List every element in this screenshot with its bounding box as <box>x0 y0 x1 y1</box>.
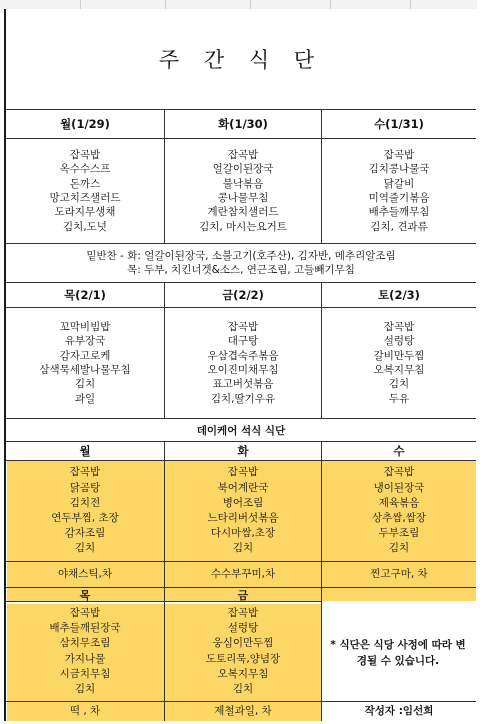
spreadsheet-header-strip <box>0 0 486 9</box>
daycare-snack-tue: 수수부꾸미,차 <box>210 568 276 581</box>
menu-item: 잡곡밥 <box>227 466 259 479</box>
day-header-tue: 화(1/30) <box>218 117 268 131</box>
menu-item: 잡곡밥 <box>227 148 259 161</box>
menu-item: 잡곡밥 <box>383 466 415 479</box>
daycare-snack-wed: 찐고구마, 차 <box>370 568 428 581</box>
menu-item: 꼬막비빔밥 <box>59 320 111 333</box>
menu-item: 김치 <box>74 378 96 391</box>
daycare-menu-thu <box>6 602 164 701</box>
menu-item: 느타리버섯볶음 <box>207 512 279 524</box>
day-header-mon: 월(1/29) <box>60 117 110 131</box>
menu-item: 웅심이만두찜 <box>212 637 274 650</box>
menu-item: 오복지무침 <box>217 667 269 680</box>
menu-item: 북어계란국 <box>217 481 269 494</box>
daycare-snack-thu: 떡 , 차 <box>69 705 101 718</box>
menu-item: 시금치무침 <box>59 667 111 680</box>
menu-item: 닭곰탕 <box>69 481 101 494</box>
author-label: 작성자 :임선희 <box>364 705 434 718</box>
menu-item: 배추들깨무침 <box>368 206 430 219</box>
menu-item: 도토리묵,양념장 <box>205 652 281 665</box>
daycare-menu-fri <box>165 602 321 701</box>
daycare-header-mon: 월 <box>79 444 91 458</box>
menu-item: 잡곡밥 <box>227 606 259 619</box>
menu-item: 가지나물 <box>64 652 106 665</box>
menu-item: 잡곡밥 <box>69 606 101 619</box>
menu-item: 오이진미채무침 <box>207 364 279 376</box>
menu-item: 두부조림 <box>378 527 420 540</box>
menu-item: 김치콩나물국 <box>368 163 430 176</box>
menu-item: 김치 <box>388 378 410 391</box>
menu-item: 돈까스 <box>69 177 101 190</box>
menu-item: 잡곡밥 <box>383 320 415 333</box>
daycare-menu-tue <box>165 461 321 561</box>
menu-item: 감자조림 <box>64 527 106 540</box>
menu-item: 냉이된장국 <box>373 481 425 494</box>
menu-wed <box>322 139 476 243</box>
menu-item: 상추쌈,쌈장 <box>371 512 427 524</box>
menu-mon <box>6 139 164 243</box>
menu-item: 유부장국 <box>64 335 106 348</box>
daycare-menu-wed <box>322 461 476 561</box>
menu-item: 삼색묵세발나물무침 <box>39 364 131 376</box>
menu-item: 갈비만두찜 <box>373 349 425 362</box>
menu-item: 김치 <box>232 542 254 555</box>
menu-item: 설렁탕 <box>383 335 415 348</box>
daycare-snack-mon: 야채스틱,차 <box>57 568 113 581</box>
side-dish-note <box>6 244 476 282</box>
menu-item: 얼갈이된장국 <box>212 163 274 176</box>
menu-item: 제육볶음 <box>378 496 420 509</box>
day-header-fri: 금(2/2) <box>222 288 264 302</box>
daycare-menu-mon <box>6 461 164 561</box>
menu-item: 표고버섯볶음 <box>212 378 274 391</box>
menu-item: 배추들깨된장국 <box>49 622 121 635</box>
menu-item: 망고치즈샐러드 <box>49 192 121 204</box>
change-notice: * 식단은 식당 사정에 따라 변경될 수 있습니다. <box>330 639 466 667</box>
menu-item: 병어조림 <box>222 496 264 509</box>
daycare-header-fri: 금 <box>237 588 249 602</box>
side-dish-line: 밑반찬 - 화: 얼갈이된장국, 소불고기(호주산), 김자반, 메추리알조림 <box>86 249 396 262</box>
menu-item: 김치 <box>74 542 96 555</box>
menu-thu <box>6 308 164 418</box>
menu-item: 김치전 <box>69 496 101 509</box>
menu-item: 콩나물무침 <box>217 192 269 204</box>
frame-margin <box>477 0 486 724</box>
menu-item: 김치, 견과류 <box>370 220 428 233</box>
menu-item: 다시마쌈,초장 <box>210 527 276 540</box>
menu-item: 우삼겹숙주볶음 <box>207 349 279 362</box>
day-header-thu: 목(2/1) <box>64 288 106 302</box>
page-title: 주 간 식 단 <box>158 48 324 72</box>
day-header-sat: 토(2/3) <box>378 288 420 302</box>
menu-item: 연두부찜, 초장 <box>51 512 119 524</box>
daycare-header-wed: 수 <box>393 444 405 458</box>
menu-sat <box>322 308 476 418</box>
menu-item: 잡곡밥 <box>383 148 415 161</box>
menu-fri <box>165 308 321 418</box>
menu-item: 닭갈비 <box>383 177 415 190</box>
menu-item: 옥수수스프 <box>59 163 111 176</box>
daycare-snack-fri: 제철과일, 차 <box>214 705 272 718</box>
side-dish-line: 목: 두부, 치킨너겟&소스, 연근조림, 고들빼기무침 <box>127 264 355 276</box>
daycare-header-tue: 화 <box>237 444 249 458</box>
daycare-header-thu: 목 <box>79 588 91 602</box>
menu-item: 김치 <box>232 682 254 695</box>
menu-item: 불낙볶음 <box>222 177 264 190</box>
menu-item: 김치, 마시는요거트 <box>199 220 287 233</box>
day-header-wed: 수(1/31) <box>374 117 424 131</box>
menu-item: 김치,도넛 <box>63 220 107 233</box>
menu-item: 김치 <box>74 682 96 695</box>
menu-item: 미역줄기볶음 <box>368 192 430 204</box>
menu-item: 계란참치샐러드 <box>207 206 279 219</box>
menu-item: 설렁탕 <box>227 622 259 635</box>
menu-item: 잡곡밥 <box>69 466 101 479</box>
daycare-title: 데이케어 석식 식단 <box>196 424 286 437</box>
menu-item: 김치 <box>388 542 410 555</box>
menu-item: 과일 <box>74 392 96 405</box>
menu-item: 오복지무침 <box>373 364 425 376</box>
menu-item: 삼치무조림 <box>59 637 111 650</box>
menu-item: 감자고로케 <box>59 349 111 362</box>
menu-item: 대구탕 <box>227 335 259 348</box>
menu-tue <box>165 139 321 243</box>
menu-item: 잡곡밥 <box>227 320 259 333</box>
menu-item: 김치,딸기우유 <box>210 392 276 405</box>
menu-item: 잡곡밥 <box>69 148 101 161</box>
menu-item: 도라지무생채 <box>54 206 116 219</box>
menu-item: 두유 <box>388 392 410 405</box>
